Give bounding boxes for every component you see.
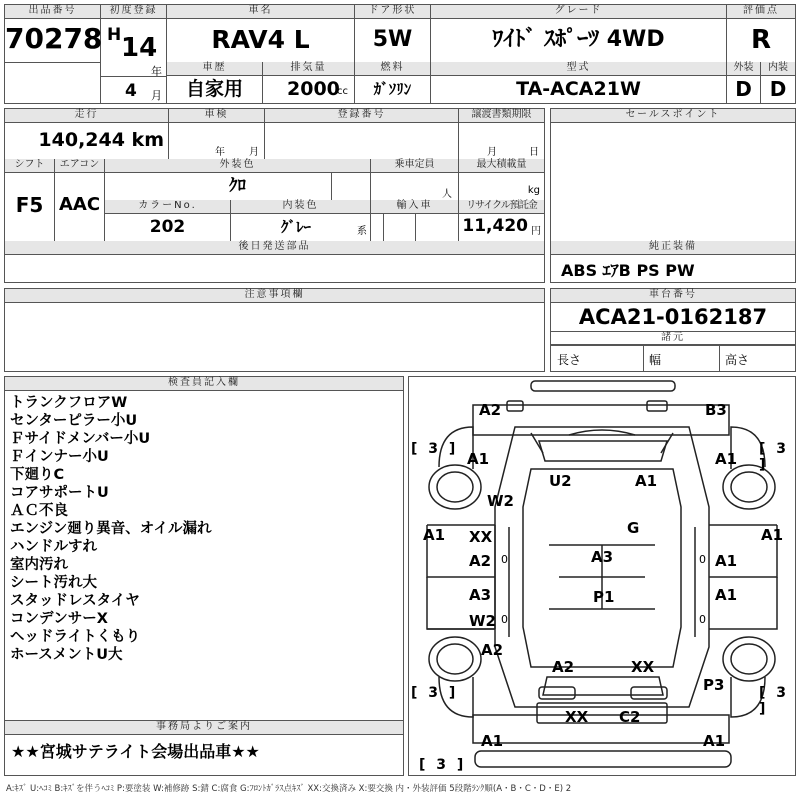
inspector-note-line: Ｆサイドメンバー小U [10, 431, 151, 447]
damage-label: A1 [423, 526, 446, 544]
year-unit: 年 [151, 65, 162, 78]
aircon: AAC [58, 194, 101, 215]
legend: A:ｷｽﾞ U:ﾍｺﾐ B:ｷｽﾞを伴うﾍｺﾐ P:要塗装 W:補修跡 S:錆 C:腐食 G:ﾌﾛﾝﾄｶﾞﾗｽ点ｷｽﾞ XX:交換済み X:要交換 内・外装評価 5段階ﾗﾝｸ順(A・B・C・D・E) 2 [6, 784, 572, 794]
capacity-unit: 人 [442, 189, 452, 200]
damage-label: A1 [467, 450, 490, 468]
damage-label: P1 [593, 588, 615, 606]
interior-score-cell [761, 62, 795, 103]
damage-label: W2 [469, 612, 496, 630]
model-cell [431, 62, 727, 103]
exterior-color-label: 外装色 [105, 159, 370, 173]
door-type: 5W [372, 27, 413, 52]
interior-color-cell [231, 200, 371, 241]
capacity-cell [371, 159, 459, 200]
score-cell [727, 5, 795, 62]
inspector-note-line: エンジン廻り異音、オイル漏れ [10, 521, 212, 537]
aircon-label: エアコン [55, 159, 104, 173]
equipment-cell [551, 241, 795, 282]
later-parts-cell [5, 241, 544, 282]
inspector-note-line: 下廻りC [10, 467, 65, 483]
mileage: 140,244 km [38, 129, 164, 151]
damage-label: XX [565, 708, 589, 726]
damage-label: A3 [591, 548, 614, 566]
color-number-label: カラーNo. [105, 200, 230, 214]
inspector-note-line: コンデンサーX [10, 611, 108, 627]
damage-label: XX [631, 658, 655, 676]
damage-small-zero: 0 [699, 553, 706, 566]
damage-label: XX [469, 528, 493, 546]
chassis-box [550, 288, 796, 372]
inspector-notes-label: 検査員記入欄 [5, 377, 403, 391]
displacement-label: 排気量 [263, 62, 354, 76]
inspector-notes-box [4, 376, 404, 721]
displacement-cell [263, 62, 355, 103]
caution-box [4, 288, 545, 372]
tire-bracket-front-right: [ 3 ] [759, 441, 790, 473]
displacement-unit: cc [337, 86, 348, 97]
damage-label: U2 [549, 472, 572, 490]
inspector-note-line: スタッドレスタイヤ [10, 593, 140, 609]
inspector-note-line: ＡＣ不良 [10, 503, 68, 519]
inspector-note-line: 室内汚れ [10, 557, 68, 573]
damage-label: A2 [469, 552, 492, 570]
first-registration-label: 初度登録 [101, 5, 166, 19]
damage-diagram-box [408, 376, 796, 776]
capacity-label: 乗車定員 [371, 159, 458, 173]
recycle-amount: 11,420 [462, 216, 528, 236]
length-label: 長さ [557, 353, 582, 367]
mileage-label: 走行 [5, 109, 168, 123]
exterior-score: D [735, 77, 752, 101]
reg-number-cell [265, 109, 459, 159]
chassis-number: ACA21-0162187 [578, 305, 768, 329]
tire-bracket-rear-right: [ 3 ] [759, 685, 790, 717]
damage-small-zero: 0 [699, 613, 706, 626]
damage-label: A3 [469, 586, 492, 604]
damage-label: A1 [481, 732, 504, 750]
damage-label: A1 [715, 586, 738, 604]
shift: F5 [15, 193, 44, 217]
first-registration-cell [101, 5, 167, 103]
fuel-label: 燃料 [355, 62, 430, 76]
inspector-note-line: センターピラー小U [10, 413, 138, 429]
fuel-cell [355, 62, 431, 103]
transfer-deadline-label: 譲渡書類期限 [459, 109, 544, 123]
inspector-note-line: トランクフロアW [10, 395, 128, 411]
damage-label: A1 [703, 732, 726, 750]
damage-label: W2 [487, 492, 514, 510]
inspection-label: 車検 [169, 109, 264, 123]
inspector-notes-list [5, 391, 403, 664]
color-number-cell [105, 200, 231, 241]
recycle-unit: 円 [531, 226, 541, 237]
damage-small-zero: 0 [501, 553, 508, 566]
car-name-cell [167, 5, 355, 62]
inspector-note-line: シート汚れ大 [10, 575, 97, 591]
damage-label: G [627, 519, 640, 537]
reg-number-label: 登録番号 [265, 109, 458, 123]
exterior-color-cell [105, 159, 371, 200]
tire-bracket-front-left: [ 3 ] [411, 441, 459, 457]
import-cell [371, 200, 459, 241]
inspector-note-line: コアサポートU [10, 485, 109, 501]
damage-label: A2 [481, 641, 504, 659]
inspector-note-line: Ｆインナー小U [10, 449, 109, 465]
max-load-cell [459, 159, 544, 200]
interior-color-unit: 系 [357, 226, 367, 237]
recycle-cell [459, 200, 544, 241]
aircon-cell [55, 159, 105, 241]
lot-number-label: 出品番号 [5, 5, 100, 19]
era: H [107, 25, 122, 45]
recycle-label: リサイクル預託金 [459, 200, 544, 214]
header-block [4, 4, 796, 104]
damage-label: B3 [705, 401, 727, 419]
transfer-month-unit: 月 [487, 147, 497, 158]
damage-label: C2 [619, 708, 641, 726]
max-load-unit: kg [527, 185, 540, 196]
car-name: RAV4 L [211, 25, 310, 54]
transfer-deadline-cell [459, 109, 544, 159]
width-label: 幅 [649, 353, 662, 367]
history: 自家用 [185, 78, 243, 100]
month-unit: 月 [151, 89, 162, 102]
displacement: 2000 [287, 78, 340, 100]
fuel: ｶﾞｿﾘﾝ [373, 80, 412, 98]
interior-score: D [769, 77, 787, 101]
height-label: 高さ [725, 353, 750, 367]
history-cell [167, 62, 263, 103]
door-cell [355, 5, 431, 62]
inspector-note-line: ハンドルすれ [10, 539, 97, 555]
spec-block [4, 108, 545, 283]
import-label: 輸入車 [371, 200, 458, 214]
interior-label: 内装 [761, 62, 795, 76]
damage-small-zero: 0 [501, 613, 508, 626]
damage-label: A1 [715, 552, 738, 570]
inspector-note-line: ヘッドライトくもり [10, 629, 141, 645]
model-label: 型式 [431, 62, 726, 76]
model: TA-ACA21W [516, 78, 641, 100]
shift-cell [5, 159, 55, 241]
damage-label: A1 [715, 450, 738, 468]
exterior-color: ｸﾛ [229, 176, 246, 196]
score: R [750, 25, 772, 55]
sales-point-label: セールスポイント [551, 109, 795, 123]
equipment-label: 純正装備 [551, 241, 795, 255]
grade-cell [431, 5, 727, 62]
transfer-day-unit: 日 [529, 147, 539, 158]
door-label: ドア形状 [355, 5, 430, 19]
office-notice-label: 事務局よりご案内 [5, 721, 403, 735]
equipment: ABS ｴｱB PS PW [561, 261, 695, 280]
damage-label: A1 [761, 526, 784, 544]
registration-year: 14 [121, 33, 158, 63]
caution-label: 注意事項欄 [5, 289, 544, 303]
history-label: 車歴 [167, 62, 262, 76]
car-name-label: 車名 [167, 5, 354, 19]
inspection-cell [169, 109, 265, 159]
inspector-note-line: ホースメントU大 [10, 647, 123, 663]
exterior-label: 外装 [727, 62, 760, 76]
later-parts-label: 後日発送部品 [5, 241, 544, 255]
shift-label: シフト [5, 159, 54, 173]
office-notice-box [4, 720, 404, 776]
grade: ﾜｲﾄﾞ ｽﾎﾟｰﾂ 4WD [492, 27, 665, 52]
exterior-score-cell [727, 62, 761, 103]
tire-bracket-spare: [ 3 ] [419, 757, 467, 773]
damage-label: A2 [552, 658, 575, 676]
grade-label: グレード [431, 5, 726, 19]
damage-label: P3 [703, 676, 725, 694]
damage-label: A2 [479, 401, 502, 419]
tire-bracket-rear-left: [ 3 ] [411, 685, 459, 701]
dimensions-label: 諸元 [551, 332, 795, 345]
damage-label: A1 [635, 472, 658, 490]
interior-color-label: 内装色 [231, 200, 370, 214]
score-label: 評価点 [727, 5, 795, 19]
car-diagram [409, 377, 795, 775]
registration-month: 4 [125, 81, 137, 101]
inspection-year-unit: 年 [215, 147, 225, 158]
lot-number-cell [5, 5, 101, 62]
mileage-cell [5, 109, 169, 159]
office-notice-text: ★★宮城サテライト会場出品車★★ [11, 742, 260, 761]
color-number: 202 [149, 217, 186, 237]
interior-color: ｸﾞﾚｰ [281, 218, 312, 236]
lot-number: 70278 [5, 22, 103, 55]
inspection-month-unit: 月 [249, 147, 259, 158]
chassis-label: 車台番号 [551, 289, 795, 303]
sales-point-box [550, 108, 796, 283]
max-load-label: 最大積載量 [459, 159, 544, 173]
